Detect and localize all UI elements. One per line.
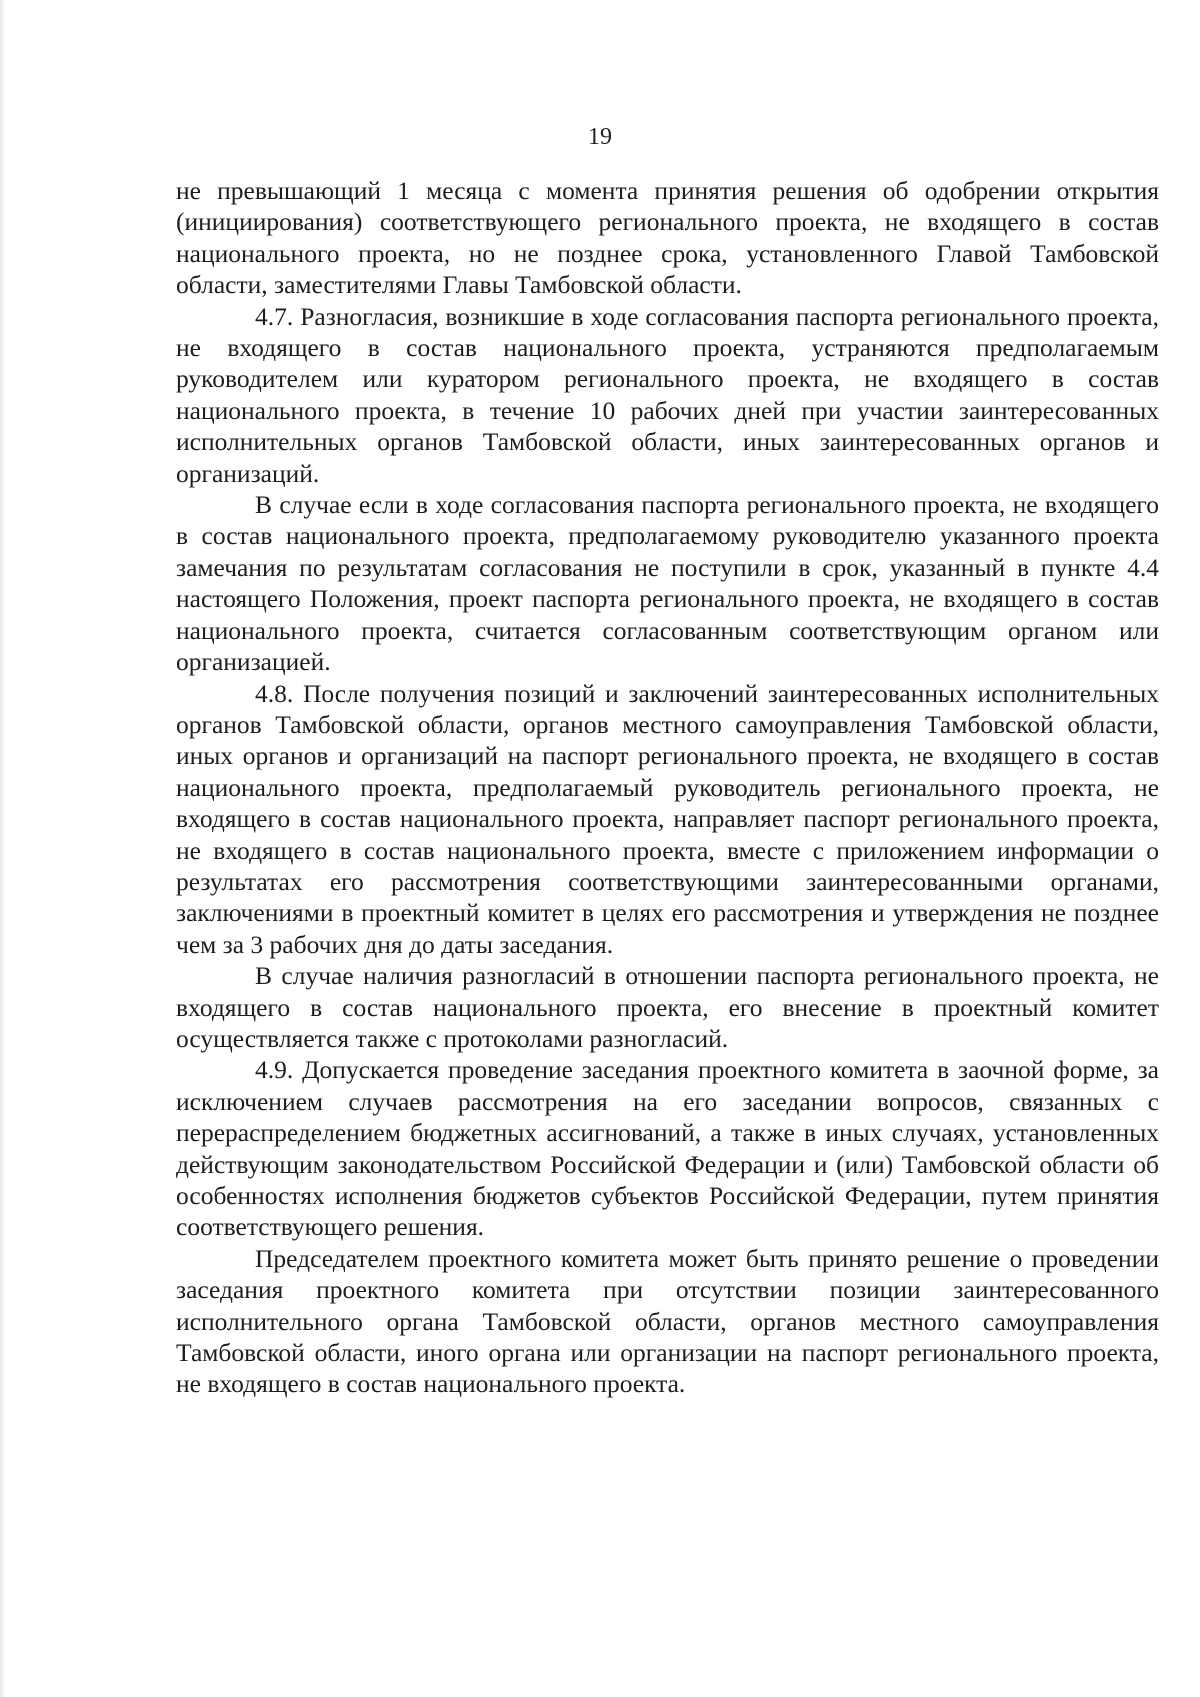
paragraph-4-8: 4.8. После получения позиций и заключений заинтересованных исполнительных органов Тамбовской области, органов местного самоуправления Тамбовской области, иных органов и организаций на паспорт регионального проекта, не входящего в состав национального проекта, предполагаемый руководитель регионального проекта, не входящего в состав национального проекта, направляет паспорт регионального проекта, не входящего в состав национального проекта, вместе с приложением информации о результатах его рассмотрения соответствующими заинтересованными органами, заключениями в проектный комитет в целях его рассмотрения и утверждения не позднее чем за 3 рабочих дня до даты заседания. bbox=[176, 678, 1159, 959]
page-number: 19 bbox=[588, 124, 612, 150]
paragraph-4-8-disagreements: В случае наличия разногласий в отношении паспорта регионального проекта, не входящего в состав национального проекта, его внесение в проектный комитет осуществляется также с протоколами разногласий. bbox=[176, 961, 1159, 1053]
paragraph-4-7-approval: В случае если в ходе согласования паспорта регионального проекта, не входящего в состав национального проекта, предполагаемому руководителю указанного проекта замечания по результатам согласования не поступили в срок, указанный в пункте 4.4 настоящего Положения, проект паспорта регионального проекта, не входящего в состав национального проекта, считается согласованным соответствующим органом или организацией. bbox=[176, 490, 1159, 677]
document-body bbox=[176, 175, 1159, 1400]
paragraph-4-7: 4.7. Разногласия, возникшие в ходе согласования паспорта регионального проекта, не входящего в состав национального проекта, устраняются предполагаемым руководителем или куратором регионального проекта, не входящего в состав национального проекта, в течение 10 рабочих дней при участии заинтересованных исполнительных органов Тамбовской области, иных заинтересованных органов и организаций. bbox=[176, 301, 1159, 488]
paragraph-continuation: не превышающий 1 месяца с момента принятия решения об одобрении открытия (инициирования) соответствующего регионального проекта, не входящего в состав национального проекта, но не позднее срока, установленного Главой Тамбовской области, заместителями Главы Тамбовской области. bbox=[176, 176, 1159, 300]
scan-edge-shadow bbox=[0, 0, 6, 1697]
paragraph-4-9-chairman: Председателем проектного комитета может быть принято решение о проведении заседания проектного комитета при отсутствии позиции заинтересованного исполнительного органа Тамбовской области, органов местного самоуправления Тамбовской области, иного органа или организации на паспорт регионального проекта, не входящего в состав национального проекта. bbox=[176, 1243, 1159, 1399]
paragraph-4-9: 4.9. Допускается проведение заседания проектного комитета в заочной форме, за исключением случаев рассмотрения на его заседании вопросов, связанных с перераспределением бюджетных ассигнований, а также в иных случаях, установленных действующим законодательством Российской Федерации и (или) Тамбовской области об особенностях исполнения бюджетов субъектов Российской Федерации, путем принятия соответствующего решения. bbox=[176, 1055, 1159, 1242]
